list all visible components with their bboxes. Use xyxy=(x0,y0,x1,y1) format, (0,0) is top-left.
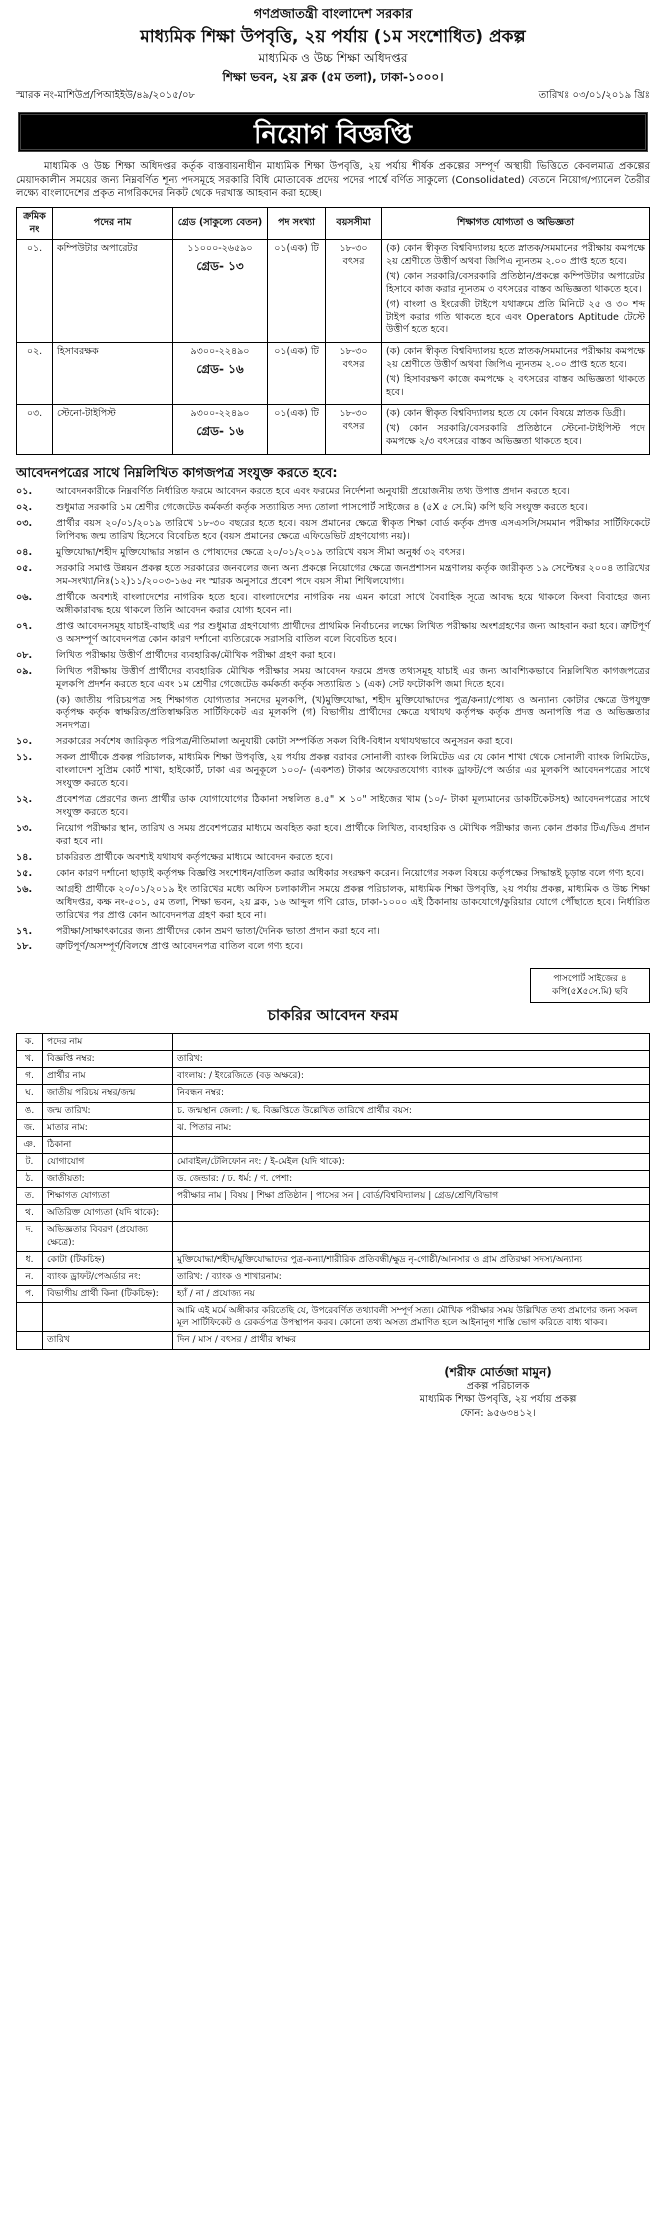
vacancy-count: ০১(এক) টি xyxy=(268,343,326,405)
document-number: ০৪. xyxy=(16,547,33,559)
memo-number: স্মারক নং-মাশিউপ্র/পিআইইউ/৪৯/২০১৫/০৮ xyxy=(16,89,195,101)
form-row-field[interactable]: নিবন্ধন নম্বর: xyxy=(173,1085,650,1102)
document-text: সরকারের সর্বশেষ জারিকৃত পরিপত্র/নীতিমালা অনুযায়ী কোটা সম্পর্কিত সকল বিধি-বিধান যথাযথভাবে অনুসরন করা হবে। xyxy=(56,736,513,748)
document-number: ০৬. xyxy=(16,591,33,603)
vacancy-row xyxy=(17,343,650,405)
form-row xyxy=(17,1068,650,1085)
document-text: আগ্রহী প্রার্থীকে ২০/০১/২০১৯ ইং তারিখের মধ্যে অফিস চলাকালীন সময়ে প্রকল্প পরিচালক, মাধ্যমিক শিক্ষা উপবৃত্তি, ২য় পর্যায় প্রকল্প, মাধ্যমিক ও উচ্চ শিক্ষা অধিদপ্তর, কক্ষ নং-৫০১, ৫ম তলা, শিক্ষা ভবন, ২য় ব্লক, ১৬ আব্দুল গণি রোড, ঢাকা-১০০০ এই ঠিকানায় ডাকযোগে/কুরিয়ার যোগে পৌঁছাতে হবে। নির্ধারিত তারিখের পর প্রাপ্ত কোন আবেদনপত্র গ্রহণ করা হবে না। xyxy=(56,883,650,921)
document-item xyxy=(16,592,650,618)
document-item xyxy=(16,868,650,881)
form-row xyxy=(17,1188,650,1205)
form-row-key: জ. xyxy=(17,1119,43,1136)
form-row-field[interactable] xyxy=(173,1222,650,1251)
document-number: ০২. xyxy=(16,502,33,514)
document-number: ১৮. xyxy=(16,941,33,953)
document-number: ১৬. xyxy=(16,883,33,895)
form-row-field[interactable]: দিন / মাস / বৎসর / প্রার্থীর স্বাক্ষর xyxy=(173,1332,650,1349)
vacancy-post: কম্পিউটার অপারেটর xyxy=(53,240,173,343)
document-number xyxy=(16,695,56,734)
document-number: ১৫. xyxy=(16,867,33,879)
grade-label: গ্রেড- ১৬ xyxy=(196,424,244,439)
vacancy-age: ১৮-৩০ বৎসর xyxy=(326,343,382,405)
vacancy-qualification xyxy=(382,343,650,405)
form-row xyxy=(17,1205,650,1222)
document-item xyxy=(16,621,650,647)
documents-list xyxy=(16,486,650,954)
form-row-key: ঘ. xyxy=(17,1085,43,1102)
form-row-label: অতিরিক্ত যোগ্যতা (যদি থাকে): xyxy=(43,1205,173,1222)
memo-row xyxy=(16,89,650,103)
document-item xyxy=(16,666,650,692)
form-row-field[interactable]: মোবাইল/টেলিফোন নং: / ই-মেইল (যদি থাকে): xyxy=(173,1153,650,1170)
form-body xyxy=(17,1033,650,1349)
qualification-item: (ক) কোন স্বীকৃত বিশ্ববিদ্যালয় হতে স্নাতক/সমমানের পরীক্ষায় কমপক্ষে ২য় শ্রেণীতে উত্তীর্ণ অথবা জিপিএ ন্যূনতম ২.০০ প্রাপ্ত হতে হবে। xyxy=(386,346,645,370)
form-row-label: শিক্ষাগত যোগ্যতা xyxy=(43,1188,173,1205)
document-item xyxy=(16,486,650,499)
form-row xyxy=(17,1119,650,1136)
form-row xyxy=(17,1102,650,1119)
document-text: সকল প্রার্থীকে প্রকল্প পরিচালক, মাধ্যমিক শিক্ষা উপবৃত্তি, ২য় পর্যায় প্রকল্প বরাবর সোনালী ব্যাংক লিমিটেড এর যে কোন শাখা থেকে সোনালী ব্যাংক লিমিটেড, বাংলাদেশ সুপ্রিম কোর্ট শাখা, হাইকোর্ট, ঢাকা এর অনুকূলে ১০০/- (একশত) টাকার অফেরতযোগ্য ব্যাংক ড্রাফট/পে অর্ডার এর মূলকপি আবেদনপত্রের সাথে সংযুক্ত করতে হবে। xyxy=(56,752,650,790)
grade-label: গ্রেড- ১৬ xyxy=(196,361,244,376)
form-row-label: জাতীয়তা: xyxy=(43,1171,173,1188)
vacancy-qualification xyxy=(382,240,650,343)
form-row-key: ক. xyxy=(17,1033,43,1050)
grade-label: গ্রেড- ১৩ xyxy=(196,259,244,274)
form-row-field[interactable]: মুক্তিযোদ্ধা/শহীদ/মুক্তিযোদ্ধাদের পুত্র-কন্যা/শারীরিক প্রতিবন্ধী/ক্ষুদ্র নৃ-গোষ্ঠী/আনসার ও গ্রাম প্রতিরক্ষা সদস্য/অন্যান্য xyxy=(173,1251,650,1268)
document-item xyxy=(16,752,650,791)
form-row xyxy=(17,1171,650,1188)
form-row-field[interactable]: বাংলায়: / ইংরেজিতে (বড় অক্ষরে): xyxy=(173,1068,650,1085)
recruitment-banner: নিয়োগ বিজ্ঞপ্তি xyxy=(18,112,648,152)
document-number: ০৫. xyxy=(16,563,33,575)
form-row-label: কোটা (টিকচিহ্ন) xyxy=(43,1251,173,1268)
document-item xyxy=(16,547,650,560)
form-row xyxy=(17,1051,650,1068)
document-number: ০৭. xyxy=(16,620,33,632)
form-row-field[interactable]: ঝ. পিতার নাম: xyxy=(173,1119,650,1136)
qualification-item: (গ) বাংলা ও ইংরেজী টাইপে যথাক্রমে প্রতি মিনিটে ২৫ ও ৩০ শব্দ টাইপ করার গতি থাকতে হবে এবং Operators Aptitude টেস্টে উত্তীর্ণ হতে হবে। xyxy=(386,298,645,336)
document-text: লিখিত পরীক্ষায় উত্তীর্ণ প্রার্থীদের ব্যবহারিক মৌখিক পরীক্ষার সময় আবেদন ফরমে প্রদত্ত তথ্যসমূহ যাচাই এর জন্য আবশ্যিকভাবে নিম্নলিখিত কাগজপত্রের মূলকপি প্রদর্শন করতে হবে এবং ১ম শ্রেণীর গেজেটেড কর্মকর্তা কর্তৃক সত্যায়িত ১ (এক) সেট ফটোকপি জমা দিতে হবে। xyxy=(56,665,650,690)
form-row-key: দ. xyxy=(17,1222,43,1251)
document-text: প্রার্থীর বয়স ২০/০১/২০১৯ তারিখে ১৮-৩০ বছরের হতে হবে। বয়স প্রমানের ক্ষেত্রে স্বীকৃত শিক্ষা বোর্ড কর্তৃক প্রদত্ত এসএসসি/সমমান পরীক্ষার সার্টিফিকেটে লিপিবদ্ধ জন্ম তারিখ হিসেবে বিবেচিত হবে (বয়স প্রমানের ক্ষেত্রে এফিডেভিট গ্রহণযোগ্য নয়)। xyxy=(56,518,650,543)
form-row-key: ধ. xyxy=(17,1251,43,1268)
form-row-key: ত. xyxy=(17,1188,43,1205)
col-post: পদের নাম xyxy=(53,207,173,240)
document-item xyxy=(16,502,650,515)
form-row-field[interactable]: হ্যাঁ / না / প্রযোজ্য নয় xyxy=(173,1286,650,1303)
form-row-key: ন. xyxy=(17,1268,43,1285)
form-row-key: ঙ. xyxy=(17,1102,43,1119)
vacancy-qualification xyxy=(382,405,650,454)
form-row-field[interactable]: আমি এই মর্মে অঙ্গীকার করিতেছি যে, উপরেবর্ণিত তথ্যাবলী সম্পূর্ণ সত্য। মৌখিক পরীক্ষার সময় উল্লিখিত তথ্য প্রমাণের জন্য সকল মূল সার্টিফিকেট ও রেকর্ডপত্র উপস্থাপন করব। কোনো তথ্য অসত্য প্রমাণিত হলে আইনানুগ শাস্তি ভোগ করিতে বাধ্য থাকব। xyxy=(173,1303,650,1332)
form-row xyxy=(17,1153,650,1170)
document-number: ১২. xyxy=(16,794,33,806)
pay-scale: ৯৩০০-২২৪৯০ xyxy=(190,408,250,420)
vacancy-post: স্টেনো-টাইপিস্ট xyxy=(53,405,173,454)
form-row-key: খ. xyxy=(17,1051,43,1068)
form-row-key: প. xyxy=(17,1286,43,1303)
form-row-label: তারিখ xyxy=(43,1332,173,1349)
signatory-name: (শরীফ মোর্তজা মামুন) xyxy=(444,1364,552,1379)
memo-date: তারিখঃ ০৩/০১/২০১৯ খ্রিঃ xyxy=(538,89,650,101)
intro-paragraph: মাধ্যমিক ও উচ্চ শিক্ষা অধিদপ্তর কর্তৃক বাস্তবায়নাধীন মাধ্যমিক শিক্ষা উপবৃত্তি, ২য় পর্যায় শীর্ষক প্রকল্পের সম্পূর্ণ অস্থায়ী ভিত্তিতে কেবলমাত্র প্রকল্পের মেয়াদকালীন সময়ের জন্য নিম্নবর্ণিত শূন্য পদসমূহে সরকারি বিধি মোতাবেক প্রদেয় পদের পার্শ্বে বর্ণিত সাকুল্যে (Consolidated) বেতনে নিয়োগ/প্যানেল তৈরীর লক্ষ্যে বাংলাদেশের প্রকৃত নাগরিকদের নিকট থেকে দরখাস্ত আহবান করা হচ্ছে। xyxy=(16,161,650,200)
pay-scale: ৯৩০০-২২৪৯০ xyxy=(190,346,250,358)
document-text: শুধুমাত্র সরকারি ১ম শ্রেণীর গেজেটেড কর্মকর্তা কর্তৃক সত্যায়িত সদ্য তোলা পাসপোর্ট সাইজের ৪ (৫X ৫ সে.মি) কপি ছবি সংযুক্ত করতে হবে। xyxy=(56,502,588,514)
form-row xyxy=(17,1268,650,1285)
form-row-label: ঠিকানা xyxy=(43,1136,173,1153)
vacancy-row xyxy=(17,405,650,454)
form-row-label: মাতার নাম: xyxy=(43,1119,173,1136)
document-number: ১৭. xyxy=(16,925,33,937)
form-row-key: ট. xyxy=(17,1153,43,1170)
document-item xyxy=(16,695,650,734)
form-row-label xyxy=(43,1303,173,1332)
form-row-key: ঞ. xyxy=(17,1136,43,1153)
document-text: মুক্তিযোদ্ধা/শহীদ মুক্তিযোদ্ধার সন্তান ও পোষ্যদের ক্ষেত্রে ২০/০১/২০১৯ তারিখে বয়স সীমা অনুর্ধ্ব ৩২ বৎসর। xyxy=(56,547,465,559)
vacancy-pay xyxy=(173,405,268,454)
directorate-name: মাধ্যমিক ও উচ্চ শিক্ষা অধিদপ্তর xyxy=(258,51,408,66)
vacancy-pay xyxy=(173,343,268,405)
vacancy-serial: ০৩. xyxy=(17,405,53,454)
document-text: প্রবেশপত্র প্রেরণের জন্য প্রার্থীর ডাক যোগাযোগের ঠিকানা সম্বলিত ৪.৫" × ১০" সাইজের খাম (১০/- টাকা মূল্যমানের ডাকটিকেটসহ) আবেদনপত্রের সাথে সংযুক্ত করতে হবে। xyxy=(56,794,650,819)
form-row-field[interactable]: পরীক্ষার নাম | বিষয় | শিক্ষা প্রতিষ্ঠান | পাসের সন | বোর্ড/বিশ্ববিদ্যালয় | গ্রেড/শ্রেণি/বিভাগ xyxy=(173,1188,650,1205)
form-row-field[interactable]: ড. জেন্ডার: / ঢ. ধর্ম: / ণ. পেশা: xyxy=(173,1171,650,1188)
vacancy-age: ১৮-৩০ বৎসর xyxy=(326,240,382,343)
document-number: ০১. xyxy=(16,486,33,498)
form-row-key xyxy=(17,1332,43,1349)
document-number: ০৯. xyxy=(16,665,33,677)
col-qualification: শিক্ষাগত যোগ্যতা ও অভিজ্ঞতা xyxy=(382,207,650,240)
form-row-label: পদের নাম xyxy=(43,1033,173,1050)
document-text: প্রার্থীকে অবশ্যই বাংলাদেশের নাগরিক হতে হবে। বাংলাদেশের নাগরিক নয় এমন কারো সাথে বৈবাহিক সূত্রে আবদ্ধ হয়ে থাকলে কিংবা বিবাহের জন্য অঙ্গীকারাবদ্ধ হয়ে থাকলে তিনি আবেদন করার যোগ্য হবেন না। xyxy=(56,591,650,616)
form-row-key xyxy=(17,1303,43,1332)
form-row-field[interactable]: তারিখ: / ব্যাংক ও শাখারনাম: xyxy=(173,1268,650,1285)
form-row xyxy=(17,1332,650,1349)
document-item xyxy=(16,563,650,589)
form-row-key: ঠ. xyxy=(17,1171,43,1188)
vacancy-count: ০১(এক) টি xyxy=(268,405,326,454)
col-grade: গ্রেড (সাকুল্যে বেতন) xyxy=(173,207,268,240)
form-title: চাকরির আবেদন ফরম xyxy=(267,1005,399,1024)
document-item xyxy=(16,518,650,544)
form-row-label: বিভাগীয় প্রার্থী কিনা (টিকচিহ্ন): xyxy=(43,1286,173,1303)
form-row-key: গ. xyxy=(17,1068,43,1085)
qualification-item: (খ) কোন সরকারি/বেসরকারি প্রতিষ্ঠান/প্রকল্পে কম্পিউটার অপারেটর হিসাবে কাজ করার ন্যূনতম ৩ বৎসরের বাস্তব অভিজ্ঞতা থাকতে হবে। xyxy=(386,271,645,295)
form-row-label: ব্যাংক ড্রাফট/পেঅর্ডার নং: xyxy=(43,1268,173,1285)
form-row-field[interactable] xyxy=(173,1205,650,1222)
form-row-label: যোগাযোগ xyxy=(43,1153,173,1170)
form-row-label: বিজ্ঞপ্তি নম্বর: xyxy=(43,1051,173,1068)
document-number: ০৩. xyxy=(16,518,33,530)
form-row-label: জাতীয় পরিচয় নম্বর/জন্ম xyxy=(43,1085,173,1102)
document-text: লিখিত পরীক্ষায় উত্তীর্ণ প্রার্থীদের ব্যবহারিক/মৌখিক পরীক্ষা গ্রহণ করা হবে। xyxy=(56,649,336,661)
document-text: (ক) জাতীয় পরিচয়পত্র সহ শিক্ষাগত যোগ্যতার সনদের মূলকপি, (খ)মুক্তিযোদ্ধা, শহীদ মুক্তিযোদ্ধাদের পুত্র/কন্যা/পোষ্য ও অন্যান্য কোটার ক্ষেত্রে উপযুক্ত কর্তৃপক্ষ কর্তৃক স্বাক্ষরিত/প্রতিস্বাক্ষরিত সার্টিফিকেট এর মূলকপি (গ) বিভাগীয় প্রার্থীদের ক্ষেত্রে যথাযথ কর্তৃপক্ষ কর্তৃক প্রদত্ত অনাপত্তি পত্র ও অভিজ্ঞতার সনদপত্র। xyxy=(56,694,650,732)
photo-box: পাসপোর্ট সাইজের ৪ কপি(৫X৫সে.মি) ছবি xyxy=(530,968,650,1002)
document-item xyxy=(16,736,650,749)
document-item xyxy=(16,941,650,954)
document-text: সরকারি সমাপ্ত উন্নয়ন প্রকল্প হতে সরকারের জনবলের জন্য অন্য প্রকল্পে নিয়োগের ক্ষেত্রে জনপ্রশাসন মন্ত্রণালয় কর্তৃক জারীকৃত ১৯ সেপ্টেম্বর ২০০৪ তারিখের সম-সংখ্যা/নিঃ(১২)১১/২০০৩-১৬৫ নং স্মারক অনুসারে প্রবেশ পদে বয়স সীমা শিথিলযোগ্য। xyxy=(56,563,650,588)
vacancy-header-row xyxy=(17,207,650,240)
signatory-phone: ফোন: ৯৫৬৩৪১২। xyxy=(460,1407,536,1419)
form-row xyxy=(17,1286,650,1303)
pay-scale: ১১০০০-২৬৫৯০ xyxy=(187,243,253,255)
signatory-office: মাধ্যমিক শিক্ষা উপবৃত্তি, ২য় পর্যায় প্রকল্প xyxy=(419,1394,577,1406)
document-text: চাকরিরত প্রার্থীকে অবশ্যই যথাযথ কর্তৃপক্ষের মাধ্যমে আবেদন করতে হবে। xyxy=(56,851,334,863)
vacancy-pay xyxy=(173,240,268,343)
document-text: আবেদনকারীকে নিম্নবর্ণিত নির্ধারিত ফরমে আবেদন করতে হবে এবং ফরমের নির্দেশনা অনুযায়ী প্রয়োজনীয় তথ্য উপাত্ত প্রদান করতে হবে। xyxy=(56,486,570,498)
form-row-field[interactable]: তারিখ: xyxy=(173,1051,650,1068)
document-text: পরীক্ষা/সাক্ষাৎকারের জন্য প্রার্থীদের কোন ভ্রমণ ভাতা/দৈনিক ভাতা প্রদান করা হবে না। xyxy=(56,925,380,937)
vacancy-row xyxy=(17,240,650,343)
document-item xyxy=(16,823,650,849)
document-item xyxy=(16,794,650,820)
document-item xyxy=(16,926,650,939)
form-row-field[interactable]: চ. জন্মস্থান জেলা: / ছ. বিজ্ঞপ্তিতে উল্লেখিত তারিখে প্রার্থীর বয়স: xyxy=(173,1102,650,1119)
form-row xyxy=(17,1085,650,1102)
col-age: বয়সসীমা xyxy=(326,207,382,240)
qualification-item: (খ) কোন সরকারি/বেসরকারি প্রতিষ্ঠানে স্টেনো-টাইপিস্ট পদে কমপক্ষে ২/৩ বৎসরের বাস্তব অভিজ্ঞতা থাকতে হবে। xyxy=(386,423,645,448)
vacancy-post: হিসাবরক্ষক xyxy=(53,343,173,405)
document-item xyxy=(16,650,650,663)
document-item xyxy=(16,884,650,923)
signatory-designation: প্রকল্প পরিচালক xyxy=(466,1380,530,1392)
vacancy-table xyxy=(16,207,650,455)
office-address: শিক্ষা ভবন, ২য় ব্লক (৫ম তলা), ঢাকা-১০০০। xyxy=(222,69,444,84)
vacancy-body xyxy=(17,240,650,454)
vacancy-serial: ০২. xyxy=(17,343,53,405)
qualification-item: (ক) কোন স্বীকৃত বিশ্ববিদ্যালয় হতে স্নাতক/সমমানের পরীক্ষায় কমপক্ষে ২য় শ্রেণীতে উত্তীর্ণ অথবা জিপিএ ন্যূনতম ২.০০ প্রাপ্ত হতে হবে। xyxy=(386,243,645,268)
document-number: ১৪. xyxy=(16,851,33,863)
col-serial: ক্রমিক নং xyxy=(17,207,53,240)
document-number: ০৮. xyxy=(16,649,33,661)
qualification-item: (খ) হিসাবরক্ষণ কাজে কমপক্ষে ২ বৎসরের বাস্তব অভিজ্ঞতা থাকতে হবে। xyxy=(386,373,645,398)
document-text: ত্রুটিপূর্ণ/অসম্পূর্ণ/বিলম্বে প্রাপ্ত আবেদনপত্র বাতিল বলে গণ্য হবে। xyxy=(56,941,304,953)
form-row xyxy=(17,1222,650,1251)
form-row-key: থ. xyxy=(17,1205,43,1222)
govt-title: গণপ্রজাতন্ত্রী বাংলাদেশ সরকার xyxy=(253,7,413,22)
vacancy-serial: ০১. xyxy=(17,240,53,343)
form-row-field[interactable] xyxy=(173,1136,650,1153)
document-text: কোন কারণ দর্শানো ছাড়াই কর্তৃপক্ষ বিজ্ঞপ্তি সংশোধন/বাতিল করার অধিকার সংরক্ষণ করেন। নিয়োগের সকল বিষয়ে কর্তৃপক্ষের সিদ্ধান্তই চূড়ান্ত বলে গণ্য হবে। xyxy=(56,867,645,879)
qualification-item: (ক) কোন স্বীকৃত বিশ্ববিদ্যালয় হতে যে কোন বিষয়ে স্নাতক ডিগ্রী। xyxy=(386,408,626,420)
form-row xyxy=(17,1303,650,1332)
vacancy-age: ১৮-৩০ বৎসর xyxy=(326,405,382,454)
vacancy-count: ০১(এক) টি xyxy=(268,240,326,343)
document-text: প্রাপ্ত আবেদনসমূহ যাচাই-বাছাই এর পর শুধুমাত্র গ্রহণযোগ্য প্রার্থীদের প্রাথমিক নির্বাচনের লক্ষ্যে লিখিত পরীক্ষায় অংশগ্রহণের জন্য আহবান করা হবে। ত্রুটিপূর্ণ ও অসম্পূর্ণ আবেদনপত্র কোন কারণ দর্শানো ব্যতিরেকে সরাসরি বাতিল বলে বিবেচিত হবে। xyxy=(56,620,650,645)
form-row-label: জন্ম তারিখ: xyxy=(43,1102,173,1119)
application-form xyxy=(16,1033,650,1350)
document-text: নিয়োগ পরীক্ষার স্থান, তারিখ ও সময় প্রবেশপত্রের মাধ্যমে অবহিত করা হবে। প্রার্থীকে লিখিত, ব্যবহারিক ও মৌখিক পরীক্ষার জন্য কোন প্রকার টিএ/ডিএ প্রদান করা হবে না। xyxy=(56,822,650,847)
signature-block xyxy=(346,1364,650,1421)
header xyxy=(16,6,650,85)
col-count: পদ সংখ্যা xyxy=(268,207,326,240)
document-number: ১০. xyxy=(16,736,33,748)
form-row xyxy=(17,1033,650,1050)
form-row-field[interactable] xyxy=(173,1033,650,1050)
project-title: মাধ্যমিক শিক্ষা উপবৃত্তি, ২য় পর্যায় (১ম সংশোধিত) প্রকল্প xyxy=(140,26,526,47)
form-row-label: অভিজ্ঞতার বিবরণ (প্রযোজ্য ক্ষেত্রে): xyxy=(43,1222,173,1251)
document-number: ১১. xyxy=(16,752,33,764)
form-row xyxy=(17,1136,650,1153)
document-number: ১৩. xyxy=(16,822,33,834)
form-row xyxy=(17,1251,650,1268)
document-item xyxy=(16,852,650,865)
documents-title: আবেদনপত্রের সাথে নিম্নলিখিত কাগজপত্র সংযুক্ত করতে হবে: xyxy=(16,465,338,481)
form-row-label: প্রার্থীর নাম xyxy=(43,1068,173,1085)
